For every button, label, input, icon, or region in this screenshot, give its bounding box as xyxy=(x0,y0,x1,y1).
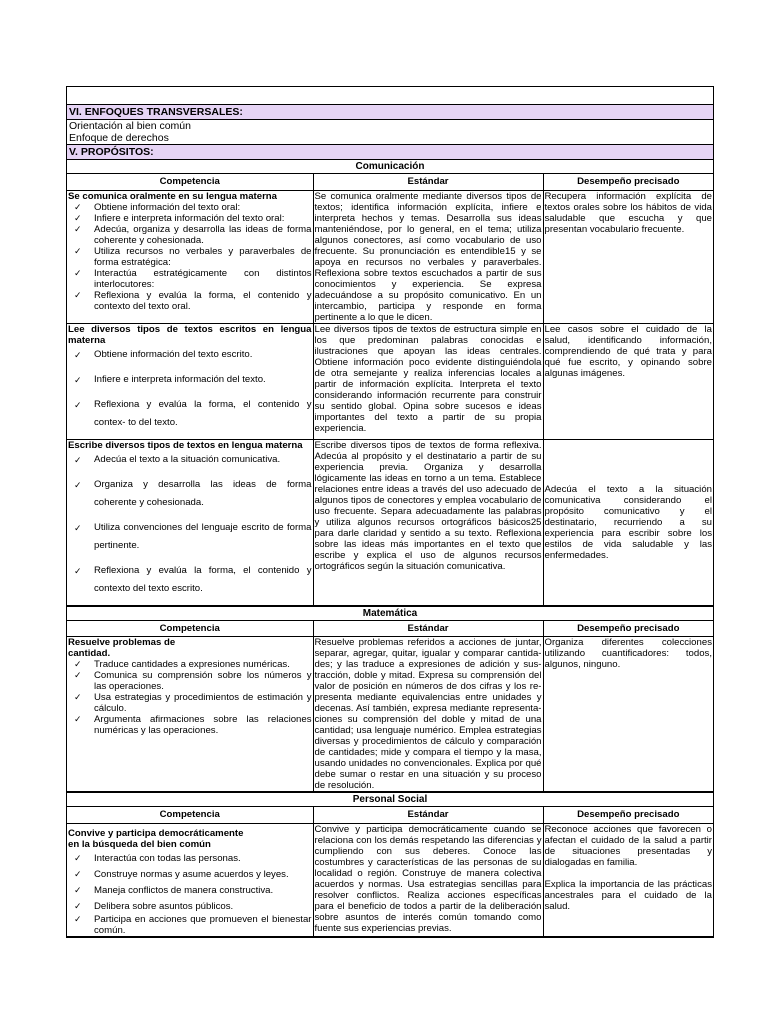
check-icon: ✓ xyxy=(74,454,82,465)
list-item: ✓ Reflexiona y evalúa la forma, el contenido y contexto del texto oral. xyxy=(74,289,312,312)
competencia-title-cont: en la búsqueda del bien común xyxy=(68,838,211,850)
blank-row xyxy=(67,87,713,105)
estandar-cell: Resuelve problemas referidos a acciones de juntar, separar, agregar, quitar, igualar y comparar cantida- des; y las traduce a expresiones de adición y sus- tracción, doble y mitad. Expresa su comprensión del valor de posición en números de dos cifras y los re- presenta mediante equivalencias entre unidades y decenas. Así también, expresa mediante representa- ciones su comprensión del doble y mitad de una cantidad; usa lenguaje numérico. Emplea estrategias diversas y procedimientos de cálculo y comparación de cantidades; mide y compara el tiempo y la masa, usando unidades no convencionales. Explica por qué debe sumar o restar en una situación y su proceso de resolución. xyxy=(314,637,542,791)
subject-personal-social: Personal Social xyxy=(67,793,713,807)
header-estandar: Estándar xyxy=(313,174,543,190)
list-item: ✓ Maneja conflictos de manera constructiva. xyxy=(74,884,274,896)
competencia-cell xyxy=(67,823,313,936)
list-item: ✓ Obtiene información del texto oral: xyxy=(74,201,241,213)
desempeno-cell: Lee casos sobre el cuidado de la salud, identificando información, comprendiendo de qué trata y para qué fue escrito, y opinando sobre algunas imágenes. xyxy=(543,323,713,439)
header-competencia: Competencia xyxy=(67,807,313,823)
capacidades-list xyxy=(68,659,312,736)
list-item: ✓ Organiza y desarrolla las ideas de forma coherente y cohesionada. xyxy=(68,476,312,512)
competencia-cell xyxy=(67,439,313,605)
list-item: ✓ Participa en acciones que promueven el bienestar común. xyxy=(74,913,312,936)
competencia-title: Se comunica oralmente en su lengua materna xyxy=(68,190,277,202)
list-item: ✓ Comunica su comprensión sobre los números y las operaciones. xyxy=(74,670,312,692)
check-icon: ✓ xyxy=(74,349,82,360)
table-row xyxy=(67,823,713,936)
estandar-cell: Se comunica oralmente mediante diversos tipos de textos; identifica información explícita, infiere e interpreta hechos y temas. Desarrolla sus ideas manteniéndose, por lo general, en el tema; utiliza algunos conectores, así como vocabulario de uso frecuente. Su pronunciación es entendible15 y se apoya en recursos no verbales y paraverbales. Reflexiona sobre textos escuchados a partir de sus conocimientos y experiencia. Se expresa adecuándose a su propósito comunicativo. En un intercambio, participa y responde en forma pertinente a lo que le dicen. xyxy=(314,190,542,323)
competencia-title: Resuelve problemas de xyxy=(68,637,176,648)
document xyxy=(66,86,714,938)
list-item: ✓ Delibera sobre asuntos públicos. xyxy=(74,900,234,912)
table-row xyxy=(67,439,713,605)
header-estandar: Estándar xyxy=(313,621,543,637)
table-header-row xyxy=(67,807,713,823)
table-row xyxy=(67,190,713,323)
header-estandar: Estándar xyxy=(313,807,543,823)
check-icon: ✓ xyxy=(74,913,82,924)
check-icon: ✓ xyxy=(74,245,82,256)
list-item: ✓ Argumenta afirmaciones sobre las relaciones numéricas y las operaciones. xyxy=(74,714,312,736)
check-icon: ✓ xyxy=(74,714,82,724)
check-icon: ✓ xyxy=(74,374,82,385)
competencia-title: Convive y participa democráticamente xyxy=(68,827,244,839)
propositos-heading: V. PROPÓSITOS: xyxy=(67,145,713,160)
list-item: ✓ Infiere e interpreta información del texto. xyxy=(68,371,312,389)
desempeno-cell xyxy=(543,823,713,936)
header-desempeno: Desempeño precisado xyxy=(543,621,713,637)
desempeno-cell: Adecúa el texto a la situación comunicativa considerando el propósito comunicativo y el destinatario, recurriendo a su experiencia para escribir sobre los estilos de vida saludable y las enfermedades. xyxy=(543,439,713,605)
list-item: ✓ Adecúa, organiza y desarrolla las ideas de forma coherente y cohesionada. xyxy=(74,223,312,246)
check-icon: ✓ xyxy=(74,289,82,300)
enfoque-item: Orientación al bien común xyxy=(69,120,191,132)
check-icon: ✓ xyxy=(74,223,82,234)
check-icon: ✓ xyxy=(74,212,82,223)
check-icon: ✓ xyxy=(74,201,82,212)
competencia-cell xyxy=(67,190,313,323)
list-item: ✓ Usa estrategias y procedimientos de estimación y cálculo. xyxy=(74,692,312,714)
check-icon: ✓ xyxy=(74,565,82,576)
table-header-row xyxy=(67,621,713,637)
competencia-title-cont: cantidad. xyxy=(68,648,111,659)
enfoques-heading: VI. ENFOQUES TRANSVERSALES: xyxy=(67,105,713,120)
capacidades-list xyxy=(68,202,312,312)
check-icon: ✓ xyxy=(74,267,82,278)
enfoque-item: Enfoque de derechos xyxy=(69,132,169,144)
comunicacion-table-wrap xyxy=(67,174,713,607)
desempeno-cell: Recupera información explícita de textos orales sobre los hábitos de vida saludable que escucha y que presentan vocabulario frecuente. xyxy=(543,190,713,323)
check-icon: ✓ xyxy=(74,868,82,879)
list-item: ✓ Utiliza recursos no verbales y paraverbales de forma estratégica: xyxy=(74,245,312,268)
document-table xyxy=(66,86,714,938)
competencia-title: Lee diversos tipos de textos escritos en lengua materna xyxy=(68,323,312,346)
competencia-cell xyxy=(67,637,313,792)
header-desempeno: Desempeño precisado xyxy=(543,807,713,823)
check-icon: ✓ xyxy=(74,479,82,490)
matematica-table-wrap xyxy=(67,621,713,794)
table-row xyxy=(67,323,713,439)
estandar-cell: Escribe diversos tipos de textos de forma reflexiva. Adecúa al propósito y el destinatario a partir de su experiencia previa. Organiza y desarrolla lógicamente las ideas en torno a un tema. Establece relaciones entre ideas a través del uso adecuado de algunos tipos de conectores y emplea vocabulario de uso frecuente. Separa adecuadamente las palabras y utiliza algunos recursos ortográficos básicos25 para darle claridad y sentido a su texto. Reflexiona sobre las ideas más importantes en el texto que escribe y explica el uso de algunos recursos ortográficos según la situación comunicativa. xyxy=(313,439,543,605)
list-item: ✓ Reflexiona y evalúa la forma, el contenido y contexto del texto escrito. xyxy=(68,562,312,598)
desempeno-text: Explica la importancia de las prácticas ancestrales para el cuidado de la salud. xyxy=(544,878,712,912)
header-desempeno: Desempeño precisado xyxy=(543,174,713,190)
capacidades-list xyxy=(68,853,312,936)
desempeno-cell: Organiza diferentes colecciones utilizando cuantificadores: todos, algunos, ninguno. xyxy=(543,637,713,792)
desempeno-text: Reconoce acciones que favorecen o afectan el cuidado de la salud a partir de situaciones presentadas y dialogadas en familia. xyxy=(544,823,712,868)
subject-comunicacion: Comunicación xyxy=(67,160,713,174)
list-item: ✓ Infiere e interpreta información del texto oral: xyxy=(74,212,285,224)
list-item: ✓ Interactúa estratégicamente con distintos interlocutores: xyxy=(74,267,312,290)
subject-matematica: Matemática xyxy=(67,607,713,621)
check-icon: ✓ xyxy=(74,659,82,669)
table-header-row xyxy=(67,174,713,190)
header-competencia: Competencia xyxy=(67,174,313,190)
check-icon: ✓ xyxy=(74,670,82,680)
capacidades-list xyxy=(68,451,312,598)
matematica-table xyxy=(67,621,713,793)
comunicacion-table xyxy=(67,174,713,606)
check-icon: ✓ xyxy=(74,399,82,410)
capacidades-list xyxy=(68,346,312,432)
list-item: ✓ Adecúa el texto a la situación comunicativa. xyxy=(68,451,312,469)
personal-social-table xyxy=(67,807,713,937)
check-icon: ✓ xyxy=(74,522,82,533)
list-item: ✓ Obtiene información del texto escrito. xyxy=(68,346,312,364)
list-item: ✓ Construye normas y asume acuerdos y leyes. xyxy=(74,868,289,880)
enfoques-list xyxy=(67,120,713,145)
check-icon: ✓ xyxy=(74,852,82,863)
estandar-cell: Convive y participa democráticamente cuando se relaciona con los demás respetando las diferencias y cumpliendo con sus deberes. Conoce las costumbres y características de las personas de su localidad o región. Construye de manera colectiva acuerdos y normas. Usa estrategias sencillas para resolver conflictos. Realiza acciones específicas para el beneficio de todos a partir de la deliberación sobre asuntos de interés común tomando como fuente sus experiencias previas. xyxy=(313,823,543,936)
personal-social-table-wrap xyxy=(67,807,713,937)
check-icon: ✓ xyxy=(74,692,82,702)
check-icon: ✓ xyxy=(74,884,82,895)
estandar-cell: Lee diversos tipos de textos de estructura simple en los que predominan palabras conocidas e ilustraciones que apoyan las ideas centrales. Obtiene información poco evidente distinguiéndola de otra semejante y realiza inferencias locales a partir de información explícita. Interpreta el texto considerando información recurrente para construir su sentido global. Opina sobre sucesos e ideas importantes del texto a partir de su propia experiencia. xyxy=(313,323,543,439)
check-icon: ✓ xyxy=(74,900,82,911)
table-row xyxy=(67,637,713,792)
list-item: ✓ Utiliza convenciones del lenguaje escrito de forma pertinente. xyxy=(68,519,312,555)
header-competencia: Competencia xyxy=(67,621,313,637)
list-item: ✓ Interactúa con todas las personas. xyxy=(74,852,241,864)
list-item: ✓ Traduce cantidades a expresiones numéricas. xyxy=(74,659,290,670)
competencia-title: Escribe diversos tipos de textos en lengua materna xyxy=(68,439,303,451)
competencia-cell xyxy=(67,323,313,439)
list-item: ✓ Reflexiona y evalúa la forma, el contenido y contex- to del texto. xyxy=(68,396,312,432)
